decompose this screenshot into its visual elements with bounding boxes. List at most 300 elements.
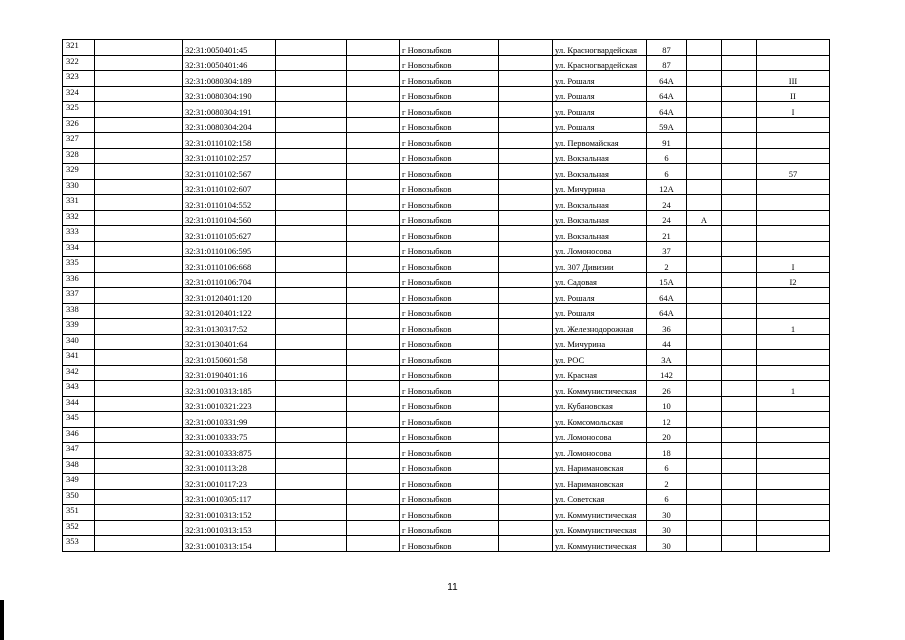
street-cell: ул. Коммунистическая <box>553 381 647 397</box>
premises-number-cell: II <box>757 86 830 102</box>
cadastral-number-cell: 32:31:0010321:223 <box>183 396 276 412</box>
house-number-cell: 142 <box>647 365 687 381</box>
house-number-cell: 6 <box>647 164 687 180</box>
table-body <box>63 40 830 552</box>
empty-cell <box>722 427 757 443</box>
house-number-cell: 64А <box>647 303 687 319</box>
empty-cell <box>722 241 757 257</box>
empty-cell <box>95 381 183 397</box>
empty-cell <box>499 241 553 257</box>
city-cell: г Новозыбков <box>400 396 499 412</box>
cadastral-number-cell: 32:31:0080304:191 <box>183 102 276 118</box>
city-cell: г Новозыбков <box>400 102 499 118</box>
empty-cell <box>95 520 183 536</box>
building-letter-cell <box>687 489 722 505</box>
empty-cell <box>276 179 347 195</box>
empty-cell <box>347 303 400 319</box>
premises-number-cell <box>757 520 830 536</box>
premises-number-cell <box>757 303 830 319</box>
empty-cell <box>95 474 183 490</box>
cadastral-number-cell: 32:31:0110106:704 <box>183 272 276 288</box>
empty-cell <box>347 350 400 366</box>
house-number-cell: 64А <box>647 86 687 102</box>
empty-cell <box>347 102 400 118</box>
house-number-cell: 2 <box>647 474 687 490</box>
premises-number-cell <box>757 226 830 242</box>
empty-cell <box>722 117 757 133</box>
building-letter-cell <box>687 241 722 257</box>
street-cell: ул. Коммунистическая <box>553 520 647 536</box>
premises-number-cell: 1 <box>757 319 830 335</box>
table-row <box>63 164 830 180</box>
empty-cell <box>95 443 183 459</box>
empty-cell <box>499 350 553 366</box>
row-number-cell: 330 <box>63 179 95 195</box>
table-row <box>63 303 830 319</box>
cadastral-number-cell: 32:31:0110106:668 <box>183 257 276 273</box>
empty-cell <box>722 381 757 397</box>
street-cell: ул. Наримановская <box>553 474 647 490</box>
house-number-cell: 6 <box>647 148 687 164</box>
row-number-cell: 339 <box>63 319 95 335</box>
empty-cell <box>276 102 347 118</box>
empty-cell <box>95 40 183 56</box>
building-letter-cell <box>687 71 722 87</box>
empty-cell <box>722 458 757 474</box>
table-row <box>63 474 830 490</box>
empty-cell <box>276 210 347 226</box>
empty-cell <box>499 257 553 273</box>
cadastral-number-cell: 32:31:0130317:52 <box>183 319 276 335</box>
empty-cell <box>722 365 757 381</box>
empty-cell <box>276 412 347 428</box>
table-row <box>63 536 830 552</box>
table-row <box>63 148 830 164</box>
house-number-cell: 12А <box>647 179 687 195</box>
empty-cell <box>276 257 347 273</box>
city-cell: г Новозыбков <box>400 412 499 428</box>
empty-cell <box>347 133 400 149</box>
empty-cell <box>499 226 553 242</box>
empty-cell <box>499 489 553 505</box>
empty-cell <box>499 427 553 443</box>
empty-cell <box>95 133 183 149</box>
street-cell: ул. Рошаля <box>553 86 647 102</box>
empty-cell <box>499 396 553 412</box>
empty-cell <box>722 71 757 87</box>
empty-cell <box>722 396 757 412</box>
building-letter-cell <box>687 86 722 102</box>
premises-number-cell <box>757 210 830 226</box>
house-number-cell: 24 <box>647 210 687 226</box>
row-number-cell: 329 <box>63 164 95 180</box>
premises-number-cell <box>757 334 830 350</box>
cadastral-number-cell: 32:31:0010117:23 <box>183 474 276 490</box>
building-letter-cell <box>687 102 722 118</box>
table-row <box>63 226 830 242</box>
building-letter-cell <box>687 365 722 381</box>
table-row <box>63 117 830 133</box>
empty-cell <box>722 164 757 180</box>
street-cell: ул. Садовая <box>553 272 647 288</box>
city-cell: г Новозыбков <box>400 86 499 102</box>
premises-number-cell <box>757 350 830 366</box>
building-letter-cell <box>687 226 722 242</box>
empty-cell <box>347 520 400 536</box>
cadastral-number-cell: 32:31:0130401:64 <box>183 334 276 350</box>
building-letter-cell <box>687 396 722 412</box>
cadastral-number-cell: 32:31:0010333:875 <box>183 443 276 459</box>
table-row <box>63 55 830 71</box>
cadastral-number-cell: 32:31:0120401:122 <box>183 303 276 319</box>
table-row <box>63 412 830 428</box>
premises-number-cell <box>757 133 830 149</box>
table-row <box>63 365 830 381</box>
empty-cell <box>499 102 553 118</box>
city-cell: г Новозыбков <box>400 536 499 552</box>
row-number-cell: 344 <box>63 396 95 412</box>
house-number-cell: 64А <box>647 288 687 304</box>
house-number-cell: 59А <box>647 117 687 133</box>
city-cell: г Новозыбков <box>400 520 499 536</box>
cadastral-number-cell: 32:31:0010313:152 <box>183 505 276 521</box>
building-letter-cell <box>687 303 722 319</box>
empty-cell <box>347 241 400 257</box>
empty-cell <box>499 117 553 133</box>
building-letter-cell <box>687 505 722 521</box>
empty-cell <box>499 319 553 335</box>
premises-number-cell <box>757 443 830 459</box>
empty-cell <box>347 365 400 381</box>
street-cell: ул. Красногвардейская <box>553 40 647 56</box>
empty-cell <box>276 505 347 521</box>
table-row <box>63 133 830 149</box>
row-number-cell: 324 <box>63 86 95 102</box>
property-table <box>62 39 830 552</box>
premises-number-cell: III <box>757 71 830 87</box>
empty-cell <box>276 520 347 536</box>
house-number-cell: 91 <box>647 133 687 149</box>
empty-cell <box>276 195 347 211</box>
empty-cell <box>347 210 400 226</box>
table-row <box>63 505 830 521</box>
empty-cell <box>499 412 553 428</box>
city-cell: г Новозыбков <box>400 272 499 288</box>
empty-cell <box>499 520 553 536</box>
empty-cell <box>499 365 553 381</box>
row-number-cell: 333 <box>63 226 95 242</box>
city-cell: г Новозыбков <box>400 319 499 335</box>
city-cell: г Новозыбков <box>400 226 499 242</box>
empty-cell <box>276 71 347 87</box>
empty-cell <box>95 86 183 102</box>
empty-cell <box>499 164 553 180</box>
table-row <box>63 195 830 211</box>
empty-cell <box>499 71 553 87</box>
empty-cell <box>499 86 553 102</box>
building-letter-cell <box>687 55 722 71</box>
street-cell: ул. Наримановская <box>553 458 647 474</box>
cadastral-number-cell: 32:31:0010333:75 <box>183 427 276 443</box>
row-number-cell: 322 <box>63 55 95 71</box>
city-cell: г Новозыбков <box>400 55 499 71</box>
empty-cell <box>95 164 183 180</box>
empty-cell <box>95 226 183 242</box>
house-number-cell: 30 <box>647 520 687 536</box>
street-cell: ул. Советская <box>553 489 647 505</box>
empty-cell <box>722 210 757 226</box>
cadastral-number-cell: 32:31:0110102:158 <box>183 133 276 149</box>
house-number-cell: 12 <box>647 412 687 428</box>
empty-cell <box>276 381 347 397</box>
row-number-cell: 341 <box>63 350 95 366</box>
cadastral-number-cell: 32:31:0120401:120 <box>183 288 276 304</box>
house-number-cell: 64А <box>647 102 687 118</box>
cadastral-number-cell: 32:31:0010313:153 <box>183 520 276 536</box>
empty-cell <box>276 272 347 288</box>
empty-cell <box>722 334 757 350</box>
street-cell: ул. Вокзальная <box>553 226 647 242</box>
empty-cell <box>722 195 757 211</box>
table-row <box>63 179 830 195</box>
street-cell: ул. Красная <box>553 365 647 381</box>
street-cell: ул. Коммунистическая <box>553 505 647 521</box>
building-letter-cell <box>687 350 722 366</box>
cadastral-number-cell: 32:31:0010313:154 <box>183 536 276 552</box>
empty-cell <box>95 102 183 118</box>
empty-cell <box>722 257 757 273</box>
building-letter-cell <box>687 412 722 428</box>
empty-cell <box>95 210 183 226</box>
empty-cell <box>722 102 757 118</box>
row-number-cell: 345 <box>63 412 95 428</box>
table-row <box>63 272 830 288</box>
table-row <box>63 319 830 335</box>
empty-cell <box>499 133 553 149</box>
premises-number-cell: I <box>757 257 830 273</box>
empty-cell <box>347 396 400 412</box>
empty-cell <box>95 350 183 366</box>
city-cell: г Новозыбков <box>400 489 499 505</box>
row-number-cell: 350 <box>63 489 95 505</box>
premises-number-cell <box>757 195 830 211</box>
empty-cell <box>276 164 347 180</box>
empty-cell <box>95 241 183 257</box>
house-number-cell: 44 <box>647 334 687 350</box>
table-row <box>63 257 830 273</box>
page-number: 11 <box>447 582 458 593</box>
empty-cell <box>95 303 183 319</box>
premises-number-cell <box>757 458 830 474</box>
row-number-cell: 353 <box>63 536 95 552</box>
row-number-cell: 342 <box>63 365 95 381</box>
cadastral-number-cell: 32:31:0080304:204 <box>183 117 276 133</box>
premises-number-cell: I <box>757 102 830 118</box>
empty-cell <box>347 381 400 397</box>
empty-cell <box>276 319 347 335</box>
building-letter-cell: А <box>687 210 722 226</box>
cadastral-number-cell: 32:31:0110104:552 <box>183 195 276 211</box>
empty-cell <box>722 303 757 319</box>
building-letter-cell <box>687 381 722 397</box>
table-row <box>63 350 830 366</box>
empty-cell <box>276 443 347 459</box>
empty-cell <box>722 412 757 428</box>
street-cell: ул. Железнодорожная <box>553 319 647 335</box>
street-cell: ул. Рошаля <box>553 71 647 87</box>
house-number-cell: 30 <box>647 536 687 552</box>
building-letter-cell <box>687 164 722 180</box>
cadastral-number-cell: 32:31:0050401:46 <box>183 55 276 71</box>
empty-cell <box>722 505 757 521</box>
empty-cell <box>499 210 553 226</box>
empty-cell <box>499 303 553 319</box>
empty-cell <box>347 71 400 87</box>
cadastral-number-cell: 32:31:0010113:28 <box>183 458 276 474</box>
city-cell: г Новозыбков <box>400 365 499 381</box>
house-number-cell: 6 <box>647 489 687 505</box>
empty-cell <box>722 55 757 71</box>
premises-number-cell <box>757 365 830 381</box>
empty-cell <box>276 226 347 242</box>
building-letter-cell <box>687 117 722 133</box>
house-number-cell: 2 <box>647 257 687 273</box>
empty-cell <box>347 86 400 102</box>
empty-cell <box>347 55 400 71</box>
street-cell: ул. Первомайская <box>553 133 647 149</box>
city-cell: г Новозыбков <box>400 40 499 56</box>
building-letter-cell <box>687 319 722 335</box>
empty-cell <box>276 396 347 412</box>
empty-cell <box>95 396 183 412</box>
empty-cell <box>95 55 183 71</box>
empty-cell <box>95 489 183 505</box>
row-number-cell: 343 <box>63 381 95 397</box>
empty-cell <box>95 427 183 443</box>
row-number-cell: 349 <box>63 474 95 490</box>
table-row <box>63 86 830 102</box>
table-row <box>63 40 830 56</box>
house-number-cell: 26 <box>647 381 687 397</box>
empty-cell <box>347 164 400 180</box>
scan-edge-mark <box>0 600 4 640</box>
table-row <box>63 396 830 412</box>
empty-cell <box>722 226 757 242</box>
empty-cell <box>95 179 183 195</box>
premises-number-cell <box>757 55 830 71</box>
city-cell: г Новозыбков <box>400 381 499 397</box>
building-letter-cell <box>687 40 722 56</box>
street-cell: ул. РОС <box>553 350 647 366</box>
empty-cell <box>499 55 553 71</box>
row-number-cell: 347 <box>63 443 95 459</box>
house-number-cell: 30 <box>647 505 687 521</box>
empty-cell <box>722 443 757 459</box>
table-row <box>63 102 830 118</box>
city-cell: г Новозыбков <box>400 288 499 304</box>
row-number-cell: 348 <box>63 458 95 474</box>
empty-cell <box>347 412 400 428</box>
building-letter-cell <box>687 288 722 304</box>
empty-cell <box>276 133 347 149</box>
premises-number-cell: 57 <box>757 164 830 180</box>
street-cell: ул. Комсомольская <box>553 412 647 428</box>
empty-cell <box>95 536 183 552</box>
empty-cell <box>499 334 553 350</box>
building-letter-cell <box>687 334 722 350</box>
premises-number-cell: 1 <box>757 381 830 397</box>
empty-cell <box>722 288 757 304</box>
empty-cell <box>347 257 400 273</box>
empty-cell <box>722 350 757 366</box>
empty-cell <box>347 117 400 133</box>
premises-number-cell <box>757 117 830 133</box>
empty-cell <box>499 443 553 459</box>
table-row <box>63 241 830 257</box>
premises-number-cell <box>757 396 830 412</box>
empty-cell <box>95 412 183 428</box>
house-number-cell: 64А <box>647 71 687 87</box>
empty-cell <box>347 40 400 56</box>
cadastral-number-cell: 32:31:0190401:16 <box>183 365 276 381</box>
row-number-cell: 338 <box>63 303 95 319</box>
empty-cell <box>95 117 183 133</box>
table-row <box>63 288 830 304</box>
street-cell: ул. Вокзальная <box>553 210 647 226</box>
empty-cell <box>95 288 183 304</box>
city-cell: г Новозыбков <box>400 334 499 350</box>
house-number-cell: 18 <box>647 443 687 459</box>
house-number-cell: 87 <box>647 40 687 56</box>
street-cell: ул. Коммунистическая <box>553 536 647 552</box>
empty-cell <box>95 458 183 474</box>
empty-cell <box>276 350 347 366</box>
empty-cell <box>276 303 347 319</box>
empty-cell <box>499 288 553 304</box>
city-cell: г Новозыбков <box>400 133 499 149</box>
city-cell: г Новозыбков <box>400 303 499 319</box>
row-number-cell: 328 <box>63 148 95 164</box>
cadastral-number-cell: 32:31:0050401:45 <box>183 40 276 56</box>
empty-cell <box>95 505 183 521</box>
house-number-cell: 6 <box>647 458 687 474</box>
row-number-cell: 331 <box>63 195 95 211</box>
street-cell: ул. Кубановская <box>553 396 647 412</box>
empty-cell <box>276 148 347 164</box>
empty-cell <box>276 458 347 474</box>
empty-cell <box>276 365 347 381</box>
city-cell: г Новозыбков <box>400 427 499 443</box>
empty-cell <box>276 427 347 443</box>
house-number-cell: 20 <box>647 427 687 443</box>
empty-cell <box>722 133 757 149</box>
street-cell: ул. Красногвардейская <box>553 55 647 71</box>
cadastral-number-cell: 32:31:0080304:190 <box>183 86 276 102</box>
empty-cell <box>95 71 183 87</box>
empty-cell <box>722 40 757 56</box>
empty-cell <box>276 55 347 71</box>
empty-cell <box>499 40 553 56</box>
empty-cell <box>276 536 347 552</box>
empty-cell <box>347 272 400 288</box>
city-cell: г Новозыбков <box>400 164 499 180</box>
empty-cell <box>347 179 400 195</box>
empty-cell <box>722 179 757 195</box>
premises-number-cell <box>757 288 830 304</box>
empty-cell <box>276 117 347 133</box>
row-number-cell: 321 <box>63 40 95 56</box>
empty-cell <box>347 226 400 242</box>
